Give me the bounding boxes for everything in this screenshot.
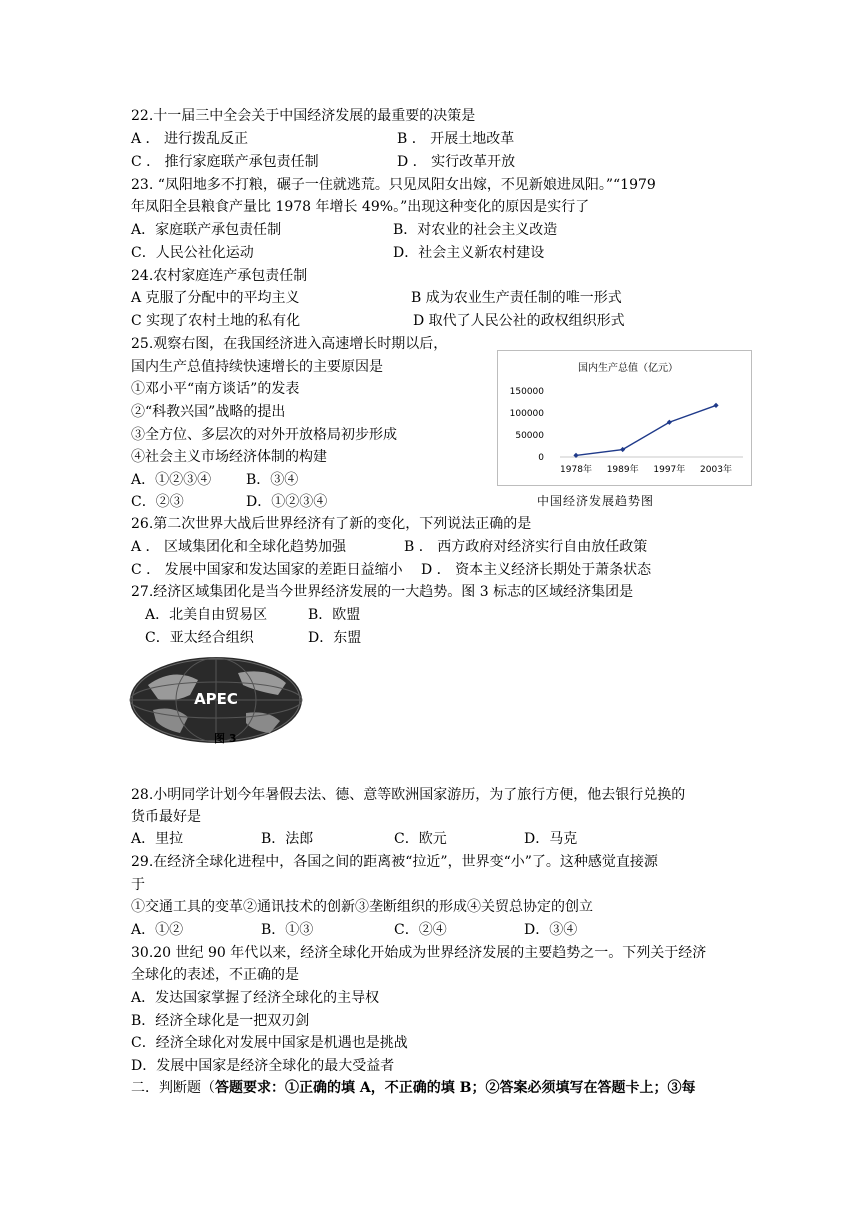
q28-stem-line1: 28.小明同学计划今年暑假去法、德、意等欧洲国家游历，为了旅行方便，他去银行兑换的 bbox=[131, 787, 686, 803]
q25-item-1: ①邓小平“南方谈话”的发表 bbox=[131, 381, 300, 397]
apec-logo-text: APEC bbox=[194, 690, 238, 708]
q23-option-b: B．对农业的社会主义改造 bbox=[393, 222, 558, 238]
q29-stem-line2: 于 bbox=[131, 877, 145, 893]
q22-option-b: B ． 开展土地改革 bbox=[397, 131, 515, 147]
q27-option-b: B．欧盟 bbox=[308, 607, 361, 623]
x-tick-label: 1978年 bbox=[560, 465, 592, 475]
q30-stem-line2: 全球化的表述，不正确的是 bbox=[131, 967, 299, 983]
q26-stem: 26.第二次世界大战后世界经济有了新的变化，下列说法正确的是 bbox=[131, 516, 532, 532]
q25-item-3: ③全方位、多层次的对外开放格局初步形成 bbox=[131, 427, 397, 443]
q29-items: ①交通工具的变革②通讯技术的创新③垄断组织的形成④关贸总协定的创立 bbox=[131, 899, 593, 915]
gdp-chart-svg bbox=[498, 351, 751, 485]
q30-stem-line1: 30.20 世纪 90 年代以来，经济全球化开始成为世界经济发展的主要趋势之一。下列关于经济 bbox=[131, 945, 707, 961]
q23-option-c: C．人民公社化运动 bbox=[131, 245, 254, 261]
data-point bbox=[713, 403, 718, 408]
q25-option-b: B．③④ bbox=[246, 472, 299, 488]
section2-heading bbox=[131, 1078, 695, 1098]
section2-instructions: 答题要求：①正确的填 A，不正确的填 B；②答案必须填写在答题卡上；③每 bbox=[215, 1080, 696, 1096]
q30-option-d: D．发展中国家是经济全球化的最大受益者 bbox=[131, 1058, 395, 1074]
q25-item-4: ④社会主义市场经济体制的构建 bbox=[131, 449, 327, 465]
q24-stem: 24.农村家庭连产承包责任制 bbox=[131, 268, 308, 284]
q22-option-a: A ． 进行拨乱反正 bbox=[131, 131, 249, 147]
chart-caption: 中国经济发展趋势图 bbox=[537, 494, 655, 508]
x-tick-label: 2003年 bbox=[700, 465, 732, 475]
x-axis-ticks bbox=[560, 463, 732, 475]
q22-option-c: C ． 推行家庭联产承包责任制 bbox=[131, 154, 319, 170]
q24-option-d: D 取代了人民公社的政权组织形式 bbox=[413, 313, 625, 329]
gdp-chart bbox=[497, 350, 752, 486]
y-tick-label: 50000 bbox=[515, 431, 544, 441]
q22-option-d: D ． 实行改革开放 bbox=[397, 154, 516, 170]
gdp-series-line bbox=[576, 405, 716, 455]
q25-item-2: ②“科教兴国”战略的提出 bbox=[131, 404, 286, 420]
q23-stem-line2: 年凤阳全县粮食产量比 1978 年增长 49%。”出现这种变化的原因是实行了 bbox=[131, 199, 590, 215]
q28-stem-line2: 货币最好是 bbox=[131, 809, 201, 825]
q26-option-a: A ． 区域集团化和全球化趋势加强 bbox=[131, 539, 347, 555]
q25-option-a: A．①②③④ bbox=[131, 472, 212, 488]
q23-stem-line1: 23. “凤阳地多不打粮，碾子一住就逃荒。只见凤阳女出嫁，不见新娘进凤阳。”“1979 bbox=[131, 177, 656, 193]
q27-stem: 27.经济区域集团化是当今世界经济发展的一大趋势。图 3 标志的区域经济集团是 bbox=[131, 584, 634, 600]
chart-title: 国内生产总值（亿元） bbox=[578, 363, 678, 374]
q23-option-d: D．社会主义新农村建设 bbox=[393, 245, 545, 261]
x-tick-label: 1997年 bbox=[653, 465, 686, 475]
q27-option-a: A．北美自由贸易区 bbox=[145, 607, 268, 623]
q29-option-d: D．③④ bbox=[524, 922, 578, 938]
q28-option-a: A．里拉 bbox=[131, 831, 184, 847]
q26-option-d: D ． 资本主义经济长期处于萧条状态 bbox=[421, 562, 652, 578]
q27-option-d: D．东盟 bbox=[308, 630, 362, 646]
q28-option-c: C．欧元 bbox=[394, 831, 447, 847]
gdp-series-points bbox=[573, 403, 718, 458]
q25-stem-line2: 国内生产总值持续快速增长的主要原因是 bbox=[131, 359, 383, 375]
q25-stem-line1: 25.观察右图，在我国经济进入高速增长时期以后， bbox=[131, 336, 448, 352]
q23-option-a: A．家庭联产承包责任制 bbox=[131, 222, 282, 238]
q30-option-c: C．经济全球化对发展中国家是机遇也是挑战 bbox=[131, 1035, 408, 1051]
q26-option-b: B ． 西方政府对经济实行自由放任政策 bbox=[404, 539, 648, 555]
figure-3-label: 图 3 bbox=[214, 732, 237, 745]
q27-option-c: C．亚太经合组织 bbox=[145, 630, 254, 646]
q24-option-b: B 成为农业生产责任制的唯一形式 bbox=[411, 290, 622, 306]
q24-option-a: A 克服了分配中的平均主义 bbox=[131, 290, 300, 306]
y-tick-label: 150000 bbox=[509, 387, 544, 397]
q30-option-a: A．发达国家掌握了经济全球化的主导权 bbox=[131, 990, 380, 1006]
q28-option-d: D．马克 bbox=[524, 831, 578, 847]
y-tick-label: 0 bbox=[538, 453, 544, 463]
q30-option-b: B．经济全球化是一把双刃剑 bbox=[131, 1013, 310, 1029]
q24-option-c: C 实现了农村土地的私有化 bbox=[131, 313, 301, 329]
q29-option-b: B．①③ bbox=[261, 922, 314, 938]
y-tick-label: 100000 bbox=[509, 409, 544, 419]
q22-stem: 22.十一届三中全会关于中国经济发展的最重要的决策是 bbox=[131, 108, 476, 124]
q25-option-c: C．②③ bbox=[131, 494, 184, 510]
q29-option-a: A．①② bbox=[131, 922, 184, 938]
y-axis-ticks bbox=[510, 387, 545, 463]
section2-prefix: 二．判断题（ bbox=[131, 1080, 215, 1096]
q28-option-b: B．法郎 bbox=[261, 831, 314, 847]
q29-option-c: C．②④ bbox=[394, 922, 447, 938]
q26-option-c: C ． 发展中国家和发达国家的差距日益缩小 bbox=[131, 562, 403, 578]
q29-stem-line1: 29.在经济全球化进程中，各国之间的距离被“拉近”，世界变“小”了。这种感觉直接源 bbox=[131, 854, 658, 870]
x-tick-label: 1989年 bbox=[606, 465, 639, 475]
q25-option-d: D．①②③④ bbox=[246, 494, 328, 510]
